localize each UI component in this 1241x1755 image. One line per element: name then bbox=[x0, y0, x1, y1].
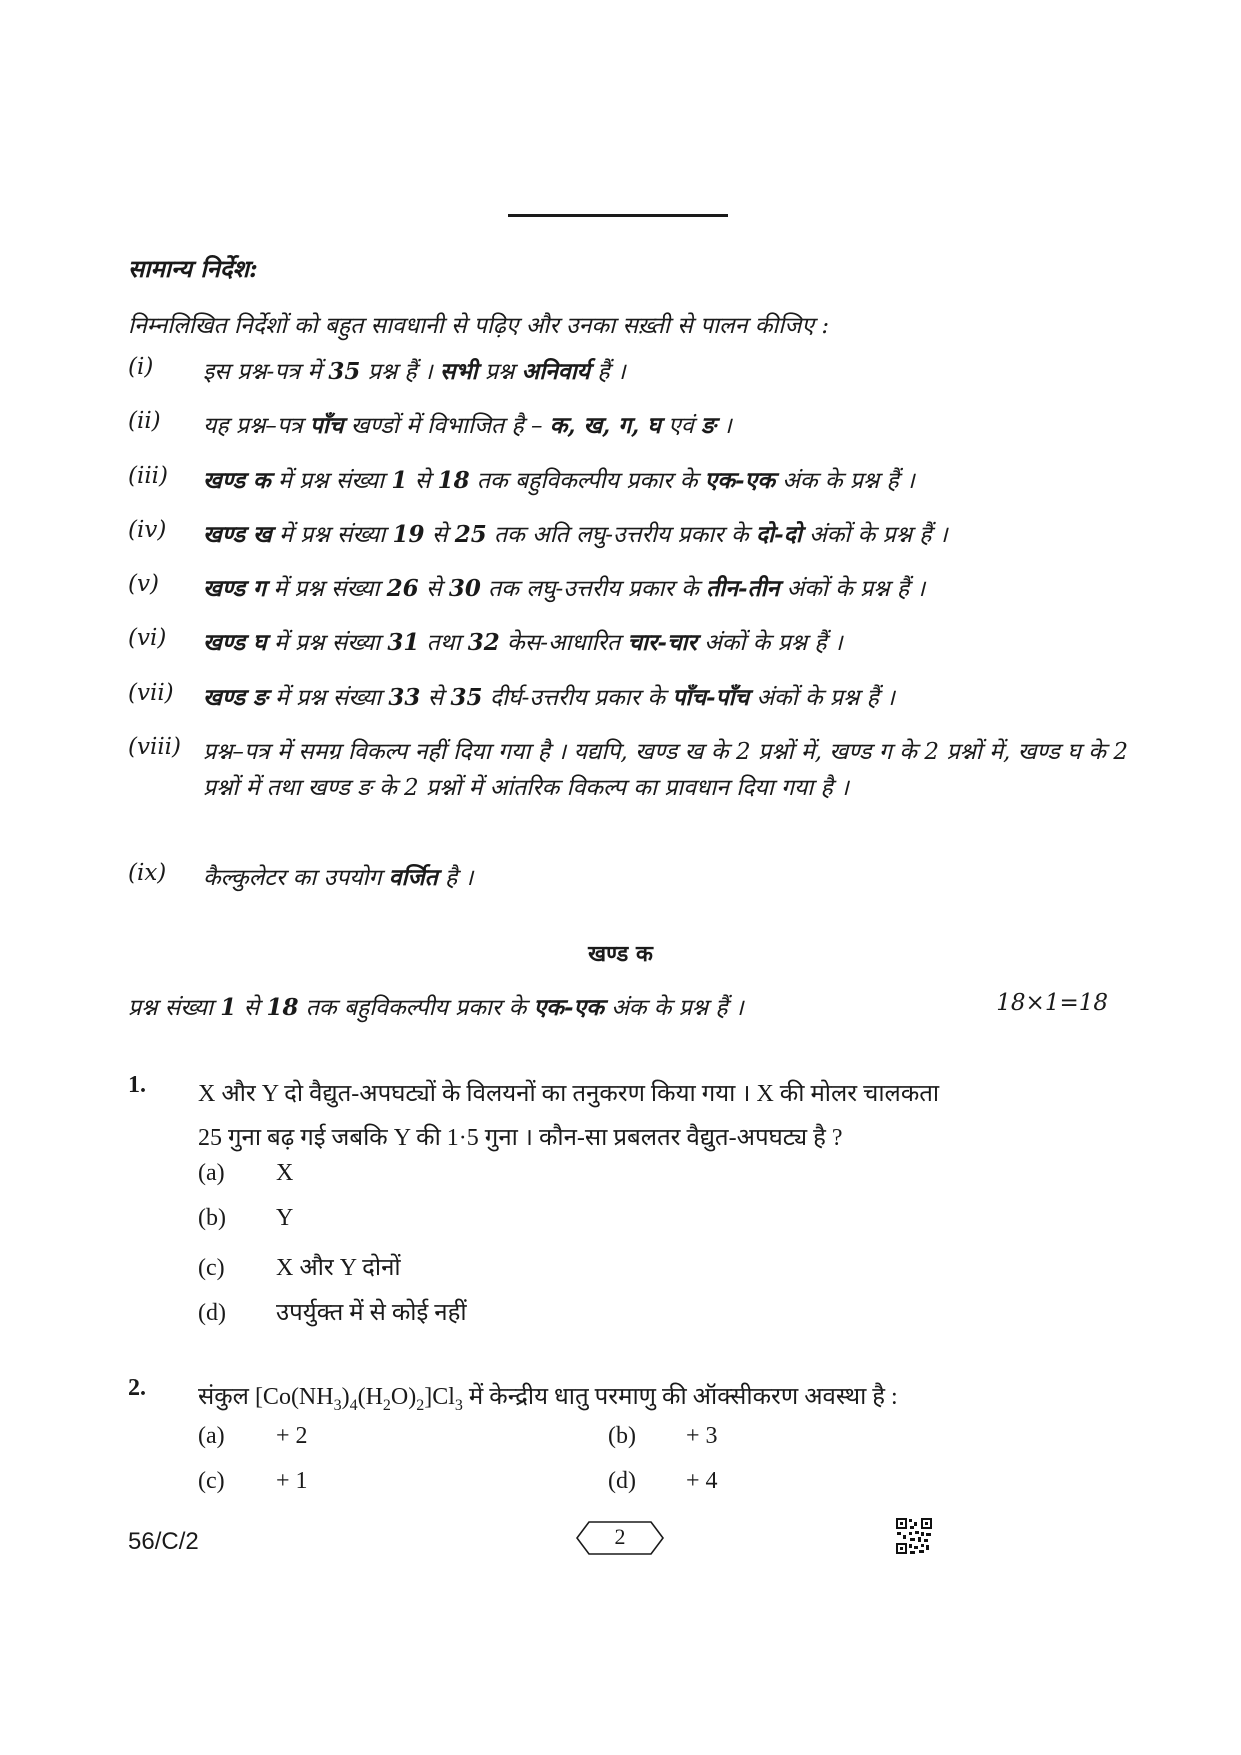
instruction-text: खण्ड घ में प्रश्न संख्या 31 तथा 32 केस-आधारित चार-चार अंकों के प्रश्न हैं । bbox=[203, 629, 843, 656]
option: (b) Y bbox=[198, 1205, 294, 1231]
instruction-text: खण्ड ङ में प्रश्न संख्या 33 से 35 दीर्घ-उत्तरीय प्रकार के पाँच-पाँच अंकों के प्रश्न हैं । bbox=[203, 684, 895, 711]
option: (a) X bbox=[198, 1160, 294, 1186]
option: (c) X और Y दोनों bbox=[198, 1255, 401, 1281]
section-note: प्रश्न संख्या 1 से 18 तक बहुविकल्पीय प्रकार के एक-एक अंक के प्रश्न हैं । 18×1=18 bbox=[128, 990, 1108, 1021]
instruction-item bbox=[128, 463, 1128, 499]
option: (c) + 1 bbox=[198, 1468, 308, 1494]
option: (d) उपर्युक्त में से कोई नहीं bbox=[198, 1300, 467, 1326]
instruction-text: खण्ड क में प्रश्न संख्या 1 से 18 तक बहुविकल्पीय प्रकार के एक-एक अंक के प्रश्न हैं । bbox=[203, 467, 915, 494]
instruction-item bbox=[128, 734, 1128, 806]
question-text: संकुल $[Co(NH_3)_4(H_2O)_2]Cl_3$ में केन्द्रीय धातु परमाणु की ऑक्सीकरण अवस्था है : bbox=[198, 1384, 898, 1414]
top-rule bbox=[508, 214, 728, 217]
instruction-text: खण्ड ग में प्रश्न संख्या 26 से 30 तक लघु-उत्तरीय प्रकार के तीन-तीन अंकों के प्रश्न हैं । bbox=[203, 575, 926, 602]
instruction-item bbox=[128, 517, 1128, 553]
page-number-badge bbox=[575, 1520, 665, 1556]
instruction-text: यह प्रश्न–पत्र पाँच खण्डों में विभाजित है – क, ख, ग, घ एवं ङ । bbox=[203, 412, 732, 439]
instruction-text: इस प्रश्न-पत्र में 35 प्रश्न हैं । सभी प्रश्न अनिवार्य हैं । bbox=[203, 358, 626, 385]
instruction-number: (vi) bbox=[128, 625, 167, 651]
question-number: 1. bbox=[128, 1072, 146, 1098]
option: (d) + 4 bbox=[608, 1468, 718, 1494]
instruction-item bbox=[128, 571, 1128, 607]
instructions-intro: निम्नलिखित निर्देशों को बहुत सावधानी से पढ़िए और उनका सख़्ती से पालन कीजिए : bbox=[128, 313, 830, 339]
instruction-text: प्रश्न–पत्र में समग्र विकल्प नहीं दिया गया है । यद्यपि, खण्ड ख के 2 प्रश्नों में, खण्ड ग के 2 प्रश्नों में, खण्ड घ के 2 प्रश्नों में तथा खण्ड ङ के 2 प्रश्नों में आंतरिक विकल्प का प्रावधान दिया गया है । bbox=[203, 739, 1128, 801]
instruction-item bbox=[128, 354, 1128, 390]
question-text: X और Y दो वैद्युत-अपघट्यों के विलयनों का तनुकरण किया गया । X की मोलर चालकता 25 गुना बढ़ गई जबकि Y की 1·5 गुना । कौन-सा प्रबलतर वैद्युत-अपघट्य है ? bbox=[198, 1081, 940, 1151]
option: (a) + 2 bbox=[198, 1423, 308, 1449]
instruction-number: (ii) bbox=[128, 408, 161, 434]
instruction-text: कैल्कुलेटर का उपयोग वर्जित है । bbox=[203, 864, 474, 891]
instruction-number: (iii) bbox=[128, 463, 169, 489]
option: (b) + 3 bbox=[608, 1423, 718, 1449]
general-instructions-heading: सामान्य निर्देश: bbox=[128, 254, 258, 283]
complex-formula: $[Co(NH_3)_4(H_2O)_2]Cl_3$ bbox=[254, 1384, 463, 1414]
question-number: 2. bbox=[128, 1375, 146, 1401]
instruction-item bbox=[128, 860, 1128, 896]
section-marks: 18×1=18 bbox=[996, 990, 1108, 1016]
instruction-item bbox=[128, 408, 1128, 444]
qr-code-icon bbox=[895, 1517, 933, 1555]
instruction-item bbox=[128, 625, 1128, 661]
paper-code: 56/C/2 bbox=[128, 1528, 199, 1555]
instruction-number: (vii) bbox=[128, 680, 174, 706]
instruction-text: खण्ड ख में प्रश्न संख्या 19 से 25 तक अति लघु-उत्तरीय प्रकार के दो-दो अंकों के प्रश्न हैं । bbox=[203, 521, 948, 548]
instruction-number: (ix) bbox=[128, 860, 167, 886]
instruction-item bbox=[128, 680, 1128, 716]
instruction-number: (i) bbox=[128, 354, 154, 380]
page-number: 2 bbox=[614, 1524, 626, 1549]
section-title: खण्ड क bbox=[588, 941, 653, 967]
instruction-number: (viii) bbox=[128, 734, 182, 760]
instruction-number: (v) bbox=[128, 571, 159, 597]
instruction-number: (iv) bbox=[128, 517, 167, 543]
